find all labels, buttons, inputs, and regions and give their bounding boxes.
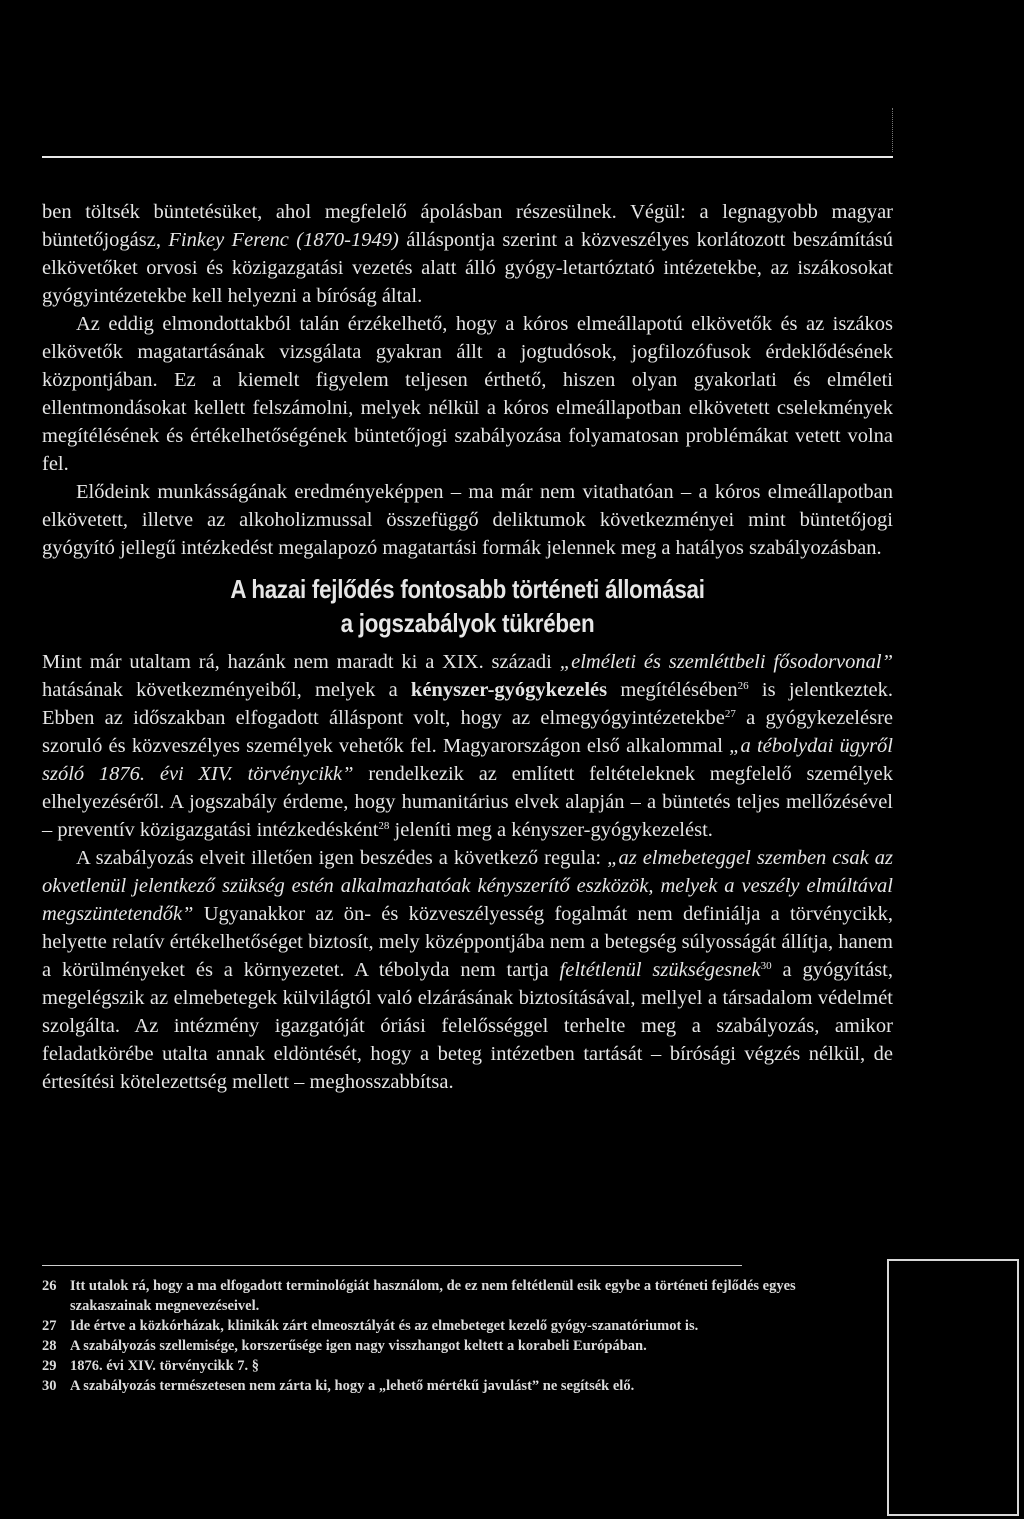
footnote-30: 30 A szabályozás természetesen nem zárta ki, hogy a „lehető mértékű javulást” ne segítsék elő.	[42, 1378, 635, 1394]
footnote-ref-28[interactable]: 28	[378, 820, 390, 832]
margin-box	[887, 1259, 1019, 1516]
footnote-ref-27[interactable]: 27	[724, 708, 736, 720]
term-kenyszer-gyogykezeles: kényszer-gyógykezelés	[410, 679, 608, 701]
footnote-ref-30[interactable]: 30	[760, 960, 772, 972]
margin-dots	[878, 108, 893, 152]
paragraph-5: A szabályozás elveit illetően igen beszédes a következő regula: „az elmebeteggel szemben csak az okvetlenül jelentkező szükség estén alkalmazhatóak kényszerítő eszközök, melyek a veszély elmúltával megszüntetendők” Ugyanakkor az ön- és közveszélyesség fogalmát nem definiálja a törvénycikk, helyette relatív értékelhetőséget biztosít, mely középpontjába nem a betegség súlyosságát állítja, hanem a körülményeket és a környezetet. A tébolyda nem tartja feltétlenül szükségesnek$^{30}$ a gyógyítást, megelégszik az elmebetegek külvilágtól való elzárásának biztosításával, mellyel a társadalom védelmét szolgálta. Az intézmény igazgatóját óriási felelősséggel terhelte meg a szabályozás, amikor feladatkörébe utalta annak eldöntését, hogy a beteg intézetben tartását – bírósági végzés nélkül, de értesítési kötelezettség mellett – meghosszabbítsa.	[42, 847, 893, 1093]
paragraph-1: ben töltsék büntetésüket, ahol megfelelő ápolásban részesülnek. Végül: a legnagyobb magyar büntetőjogász, Finkey Ferenc (1870-1949) álláspontja szerint a közveszélyes korlátozott beszámítású elkövetőket orvosi és közigazgatási vezetés alatt álló gyógy-letartóztató intézetekbe, az iszákosokat gyógyintézetekbe kell helyezni a bíróság által.	[42, 201, 893, 307]
paragraph-2: Az eddig elmondottakból talán érzékelhető, hogy a kóros elmeállapotú elkövetők és az iszákos elkövetők magatartásának vizsgálata gyakran állt a jogtudósok, jogfilozófusok érdeklődésének központjában. Ez a kiemelt figyelem teljesen érthető, hiszen olyan gyakorlati és elméleti ellentmondásokat kellett felszámolni, melyek nélkül a kóros elmeállapotban elkövetett cselekmények megítélésének és értékelhetőségének büntetőjogi szabályozása folyamatosan problémákat vetett volna fel.	[42, 313, 893, 475]
page-body	[42, 198, 893, 1096]
header-rule	[42, 156, 893, 158]
quote-main-current: „elméleti és szemléttbeli fősodorvonal”	[559, 651, 894, 673]
footnote-26: 26 Itt utalok rá, hogy a ma elfogadott terminológiát használom, de ez nem feltétlenül esik egybe a történeti fejlődés egyes szakaszainak megnevezéseivel.	[42, 1278, 796, 1314]
finkey-name: Finkey Ferenc (1870-1949)	[168, 229, 399, 251]
emphasis-necessary: feltétlenül szükségesnek	[559, 959, 761, 981]
law-title: „a tébolydai ügyről szóló 1876. évi XIV. törvénycikk”	[42, 735, 893, 785]
footnote-separator	[42, 1265, 742, 1266]
footnote-28: 28 A szabályozás szellemisége, korszerűsége igen nagy visszhangot keltett a korabeli Európában.	[42, 1338, 647, 1354]
footnote-27: 27 Ide értve a közkórházak, klinikák zárt elmeosztályát és az elmebeteget kezelő gyógy-szanatóriumot is.	[42, 1318, 699, 1334]
footnote-ref-26[interactable]: 26	[737, 680, 749, 692]
footnotes	[42, 1276, 862, 1396]
quote-rule: „az elmebeteggel szemben csak az okvetlenül jelentkező szükség estén alkalmazhatóak kényszerítő eszközök, melyek a veszély elmúltával megszüntetendők”	[42, 847, 893, 925]
paragraph-4: Mint már utaltam rá, hazánk nem maradt ki a XIX. századi „elméleti és szemléttbeli fősodorvonal” hatásának következményeiből, melyek a kényszer-gyógykezelés megítélésében$^{26}$ is jelentkeztek. Ebben az időszakban elfogadott álláspont volt, hogy az elmegyógyintézetekbe$^{27}$ a gyógykezelésre szoruló és közveszélyes személyek vehetők fel. Magyarországon első alkalommal „a tébolydai ügyről szóló 1876. évi XIV. törvénycikk” rendelkezik az említett feltételeknek megfelelő személyek elhelyezéséről. A jogszabály érdeme, hogy humanitárius elvek alapján – a büntetés teljes mellőzésével – preventív közigazgatási intézkedésként$^{28}$ jeleníti meg a kényszer-gyógykezelést.	[42, 651, 894, 841]
section-heading-line-2: a jogszabályok tükrében	[340, 608, 595, 638]
section-heading	[102, 572, 834, 640]
paragraph-3: Elődeink munkásságának eredményeképpen – ma már nem vitathatóan – a kóros elmeállapotban elkövetett, illetve az alkoholizmussal összefüggő deliktumok következményei mint büntetőjogi gyógyító jellegű intézkedést megalapozó magatartási formák jelennek meg a hatályos szabályozásban.	[42, 481, 893, 559]
section-heading-line-1: A hazai fejlődés fontosabb történeti állomásai	[230, 574, 705, 604]
footnote-29: 29 1876. évi XIV. törvénycikk 7. §	[42, 1358, 260, 1374]
